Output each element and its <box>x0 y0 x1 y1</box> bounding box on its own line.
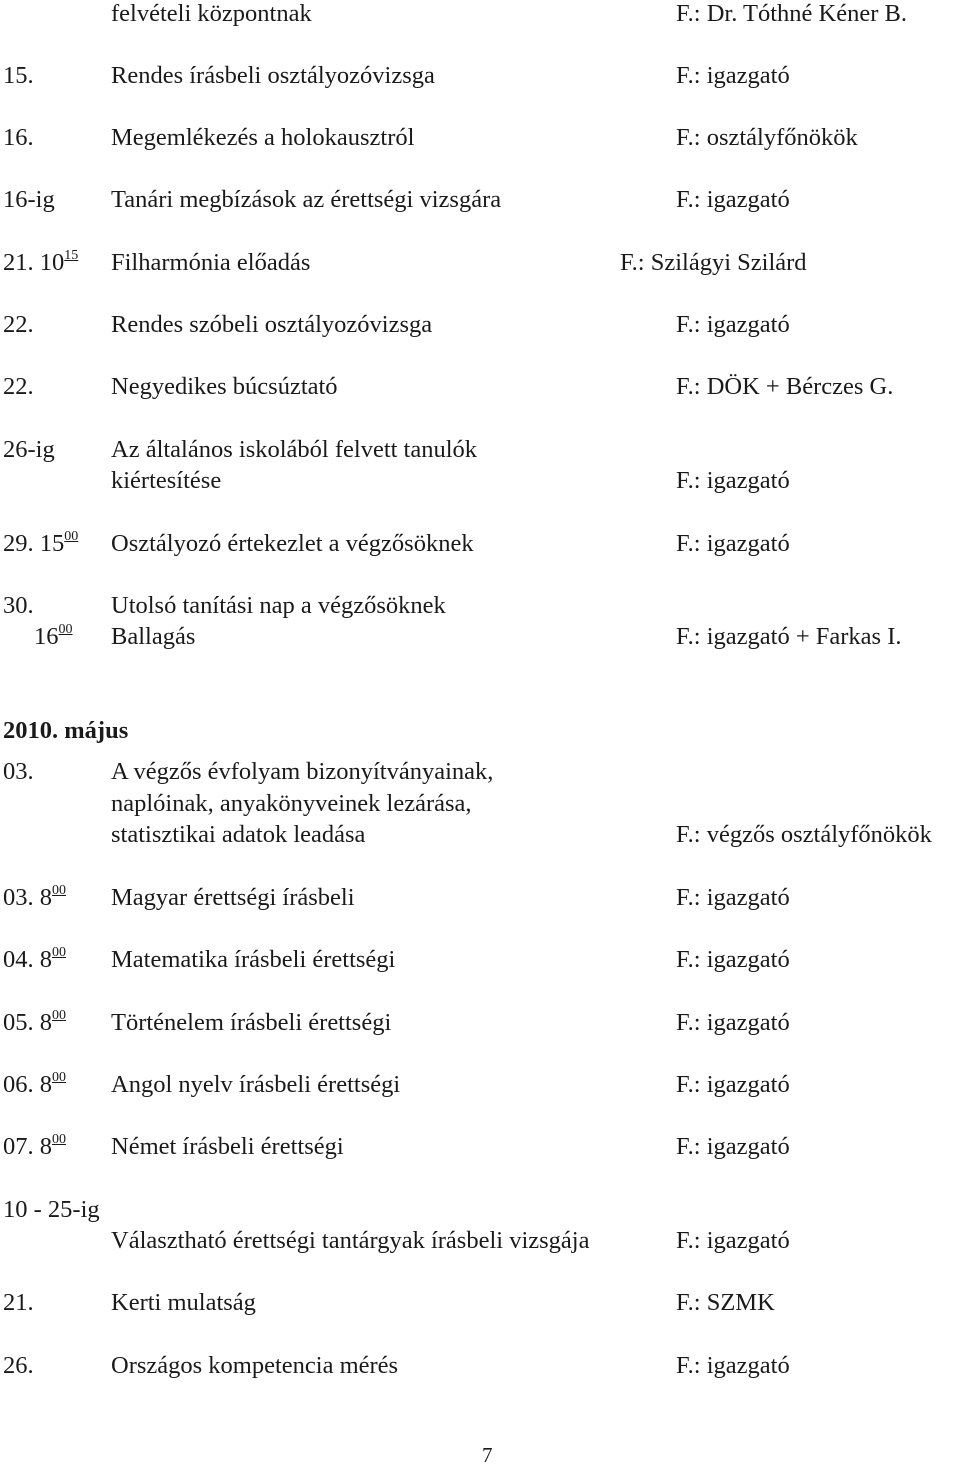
page-number: 7 <box>482 1443 493 1467</box>
entry-text-line: naplóinak, anyakönyveinek lezárása, <box>111 790 472 817</box>
entry-date: 22. <box>3 373 34 400</box>
entry-responsible: F.: igazgató <box>676 530 790 557</box>
entry-text: Magyar érettségi írásbeli <box>111 884 355 911</box>
entry-text: Kerti mulatság <box>111 1289 256 1316</box>
entry-text: Tanári megbízások az érettségi vizsgára <box>111 186 502 213</box>
entry-responsible: F.: igazgató <box>676 62 790 89</box>
entry-text: Német írásbeli érettségi <box>111 1133 344 1160</box>
entry-responsible: F.: igazgató <box>676 1071 790 1098</box>
entry-text: Filharmónia előadás <box>111 249 311 276</box>
time-superscript: 00 <box>52 883 66 898</box>
entry-text: Rendes szóbeli osztályozóvizsga <box>111 311 433 338</box>
entry-date: 29. $15^{00}$ <box>3 529 79 557</box>
entry-date: 15. <box>3 62 34 89</box>
section-heading: 2010. május <box>3 717 129 744</box>
time-superscript: 00 <box>52 1070 66 1085</box>
entry-date: 16-ig <box>3 186 55 213</box>
entry-responsible: F.: igazgató <box>676 1133 790 1160</box>
entry-text-line: A végzős évfolyam bizonyítványainak, <box>111 758 494 785</box>
time-superscript: 00 <box>58 622 73 637</box>
entry-text: Matematika írásbeli érettségi <box>111 946 396 973</box>
time-superscript: 00 <box>52 945 66 960</box>
entry-responsible: F.: Dr. Tóthné Kéner B. <box>676 0 907 27</box>
entry-responsible: F.: DÖK + Bérczes G. <box>676 373 894 400</box>
entry-responsible: F.: igazgató <box>676 884 790 911</box>
entry-responsible: F.: SZMK <box>676 1289 775 1316</box>
time-superscript: 00 <box>52 1008 66 1023</box>
entry-responsible: F.: igazgató <box>676 1009 790 1036</box>
entry-text-line: statisztikai adatok leadása <box>111 821 366 848</box>
entry-text: Angol nyelv írásbeli érettségi <box>111 1071 401 1098</box>
time-superscript: 00 <box>64 529 79 544</box>
entry-responsible: F.: végzős osztályfőnökök <box>676 821 932 848</box>
entry-date: 05. $8^{00}$ <box>3 1008 66 1036</box>
entry-date: 22. <box>3 311 34 338</box>
entry-date: 30. <box>3 592 34 619</box>
entry-date: 03. $8^{00}$ <box>3 883 66 911</box>
entry-date: 16. <box>3 124 34 151</box>
entry-date: 10 - 25-ig <box>3 1196 100 1223</box>
entry-responsible: F.: osztályfőnökök <box>676 124 858 151</box>
entry-text-line: kiértesítése <box>111 467 222 494</box>
entry-responsible: F.: igazgató + Farkas I. <box>676 623 902 650</box>
entry-time: $16^{00}$ <box>34 622 73 650</box>
time-superscript: 15 <box>64 248 79 263</box>
entry-text: Rendes írásbeli osztályozóvizsga <box>111 62 435 89</box>
entry-responsible: F.: igazgató <box>676 946 790 973</box>
entry-date: 21. <box>3 1289 34 1316</box>
entry-text: Negyedikes búcsúztató <box>111 373 338 400</box>
entry-text: Történelem írásbeli érettségi <box>111 1009 392 1036</box>
entry-text-line: Ballagás <box>111 623 196 650</box>
time-superscript: 00 <box>52 1132 66 1147</box>
entry-responsible: F.: Szilágyi Szilárd <box>620 249 807 276</box>
entry-responsible: F.: igazgató <box>676 1352 790 1379</box>
entry-text: Osztályozó értekezlet a végzősöknek <box>111 530 474 557</box>
entry-responsible: F.: igazgató <box>676 311 790 338</box>
entry-date: 04. $8^{00}$ <box>3 945 66 973</box>
entry-text-line: Utolsó tanítási nap a végzősöknek <box>111 592 446 619</box>
entry-text: Választható érettségi tantárgyak írásbeli vizsgája <box>111 1227 590 1254</box>
entry-text: felvételi központnak <box>111 0 312 27</box>
entry-text: Megemlékezés a holokausztról <box>111 124 415 151</box>
entry-responsible: F.: igazgató <box>676 186 790 213</box>
entry-date: 21. $10^{15}$ <box>3 248 79 276</box>
entry-date: 06. $8^{00}$ <box>3 1070 66 1098</box>
entry-responsible: F.: igazgató <box>676 1227 790 1254</box>
entry-date: 03. <box>3 758 34 785</box>
entry-date: 26. <box>3 1352 34 1379</box>
entry-date: 26-ig <box>3 436 55 463</box>
entry-text: Országos kompetencia mérés <box>111 1352 399 1379</box>
entry-responsible: F.: igazgató <box>676 467 790 494</box>
entry-text-line: Az általános iskolából felvett tanulók <box>111 436 478 463</box>
entry-date: 07. $8^{00}$ <box>3 1132 66 1160</box>
